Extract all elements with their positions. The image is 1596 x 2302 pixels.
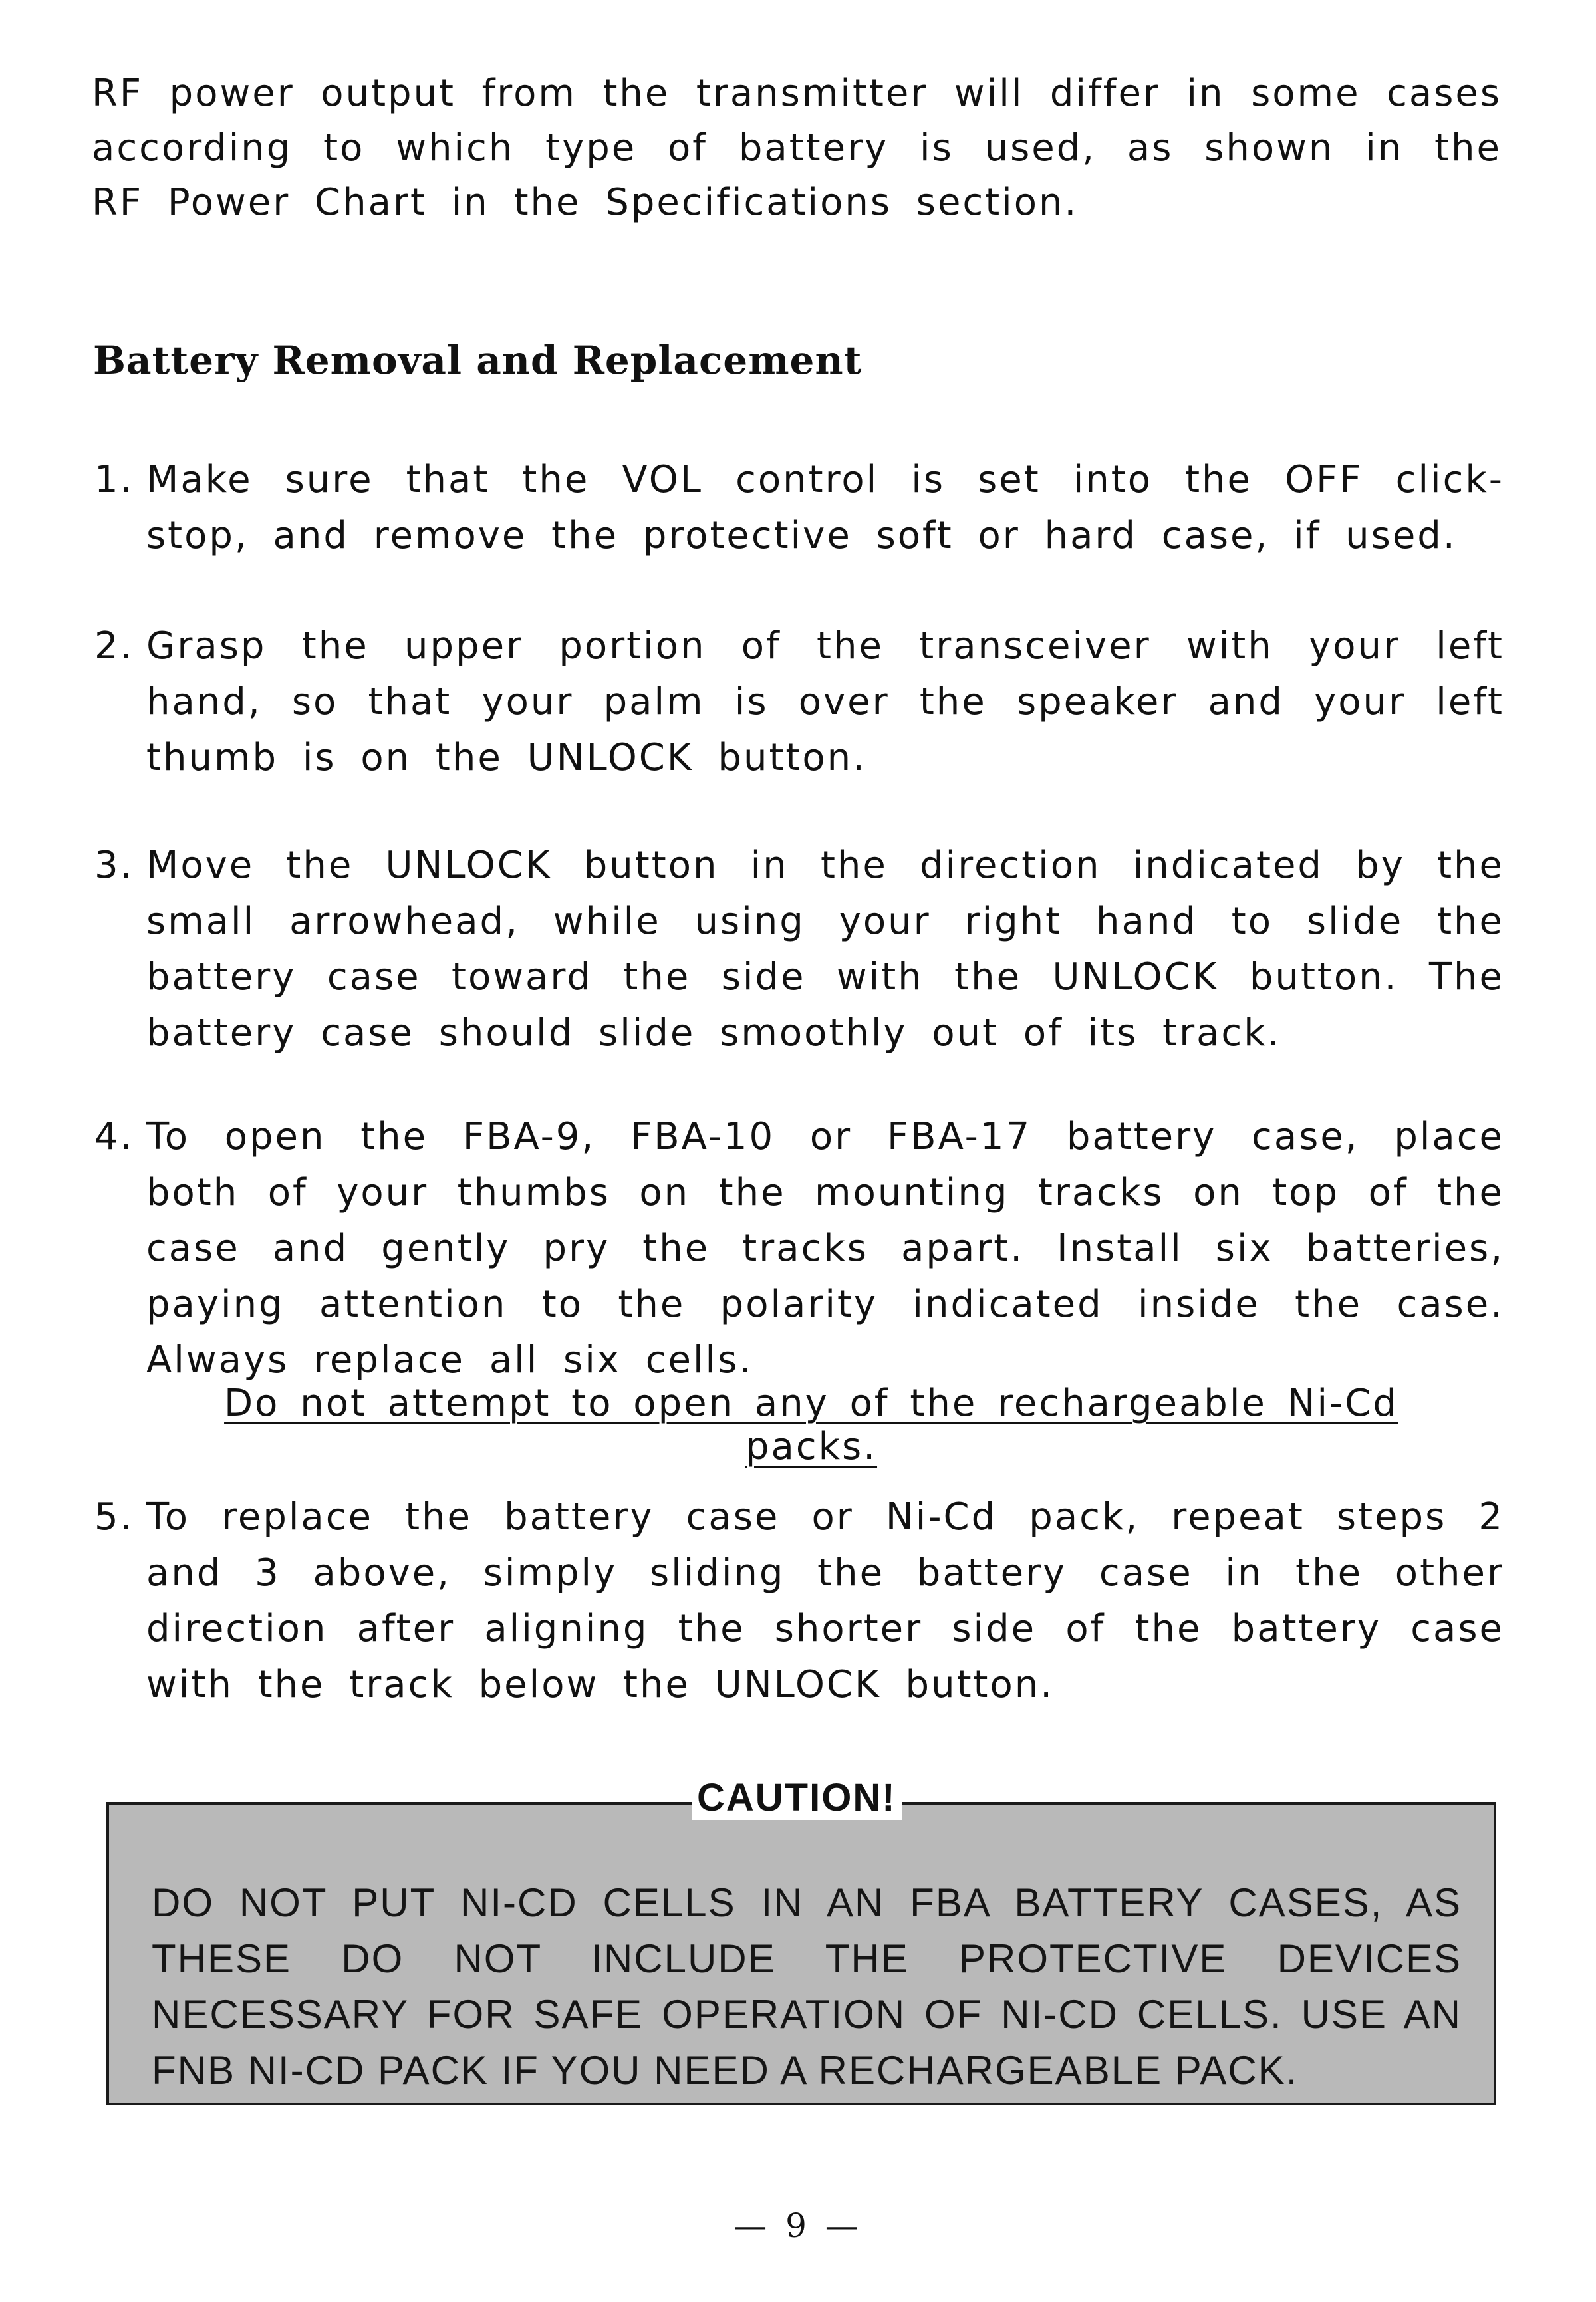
- step-text: Grasp the upper portion of the transceiver with your left hand, so that your palm is over the speaker and your left thumb is on the UNLOCK button.: [146, 624, 1504, 779]
- step-item: [94, 618, 1504, 786]
- caution-text: DO NOT PUT NI-CD CELLS IN AN FBA BATTERY CASES, AS THESE DO NOT INCLUDE THE PROTECTIVE DEVICES NECESSARY FOR SAFE OPERATION OF NI-CD CELLS. USE AN FNB NI-CD PACK IF YOU NEED A RECHARGEABLE PACK.: [152, 1880, 1462, 2093]
- step-item: [94, 838, 1504, 1061]
- page-number: — 9 —: [733, 2206, 863, 2245]
- step-item: [94, 452, 1504, 564]
- step-number: 2.: [94, 624, 134, 668]
- step-number: 1.: [94, 458, 134, 501]
- intro-paragraph: RF power output from the transmitter will differ in some cases according to which type of battery is used, as shown in the RF Power Chart in the Specifications section.: [92, 72, 1502, 224]
- caution-title: CAUTION!: [692, 1775, 902, 1820]
- step-text: Make sure that the VOL control is set into the OFF click-stop, and remove the protective soft or hard case, if used.: [146, 458, 1504, 557]
- step-item: [94, 1109, 1504, 1388]
- step-text: Move the UNLOCK button in the direction indicated by the small arrowhead, while using your right hand to slide the battery case toward the side with the UNLOCK button. The battery case should slide smoothly out of its track.: [146, 844, 1504, 1055]
- step-text: To open the FBA-9, FBA-10 or FBA-17 battery case, place both of your thumbs on the mounting tracks on top of the case and gently pry the tracks apart. Install six batteries, paying attention to the polarity indicated inside the case. Always replace all six cells.: [146, 1115, 1504, 1382]
- step-number: 3.: [94, 844, 134, 887]
- ni-cd-warning: Do not attempt to open any of the rechargeable Ni-Cd packs.: [224, 1382, 1398, 1468]
- section-heading: Battery Removal and Replacement: [93, 338, 863, 383]
- step-number: 4.: [94, 1115, 134, 1158]
- step-number: 5.: [94, 1495, 134, 1539]
- step-item: [94, 1489, 1504, 1713]
- step-text: To replace the battery case or Ni-Cd pack, repeat steps 2 and 3 above, simply sliding the battery case in the other direction after aligning the shorter side of the battery case with the track below the UNLOCK button.: [146, 1495, 1504, 1706]
